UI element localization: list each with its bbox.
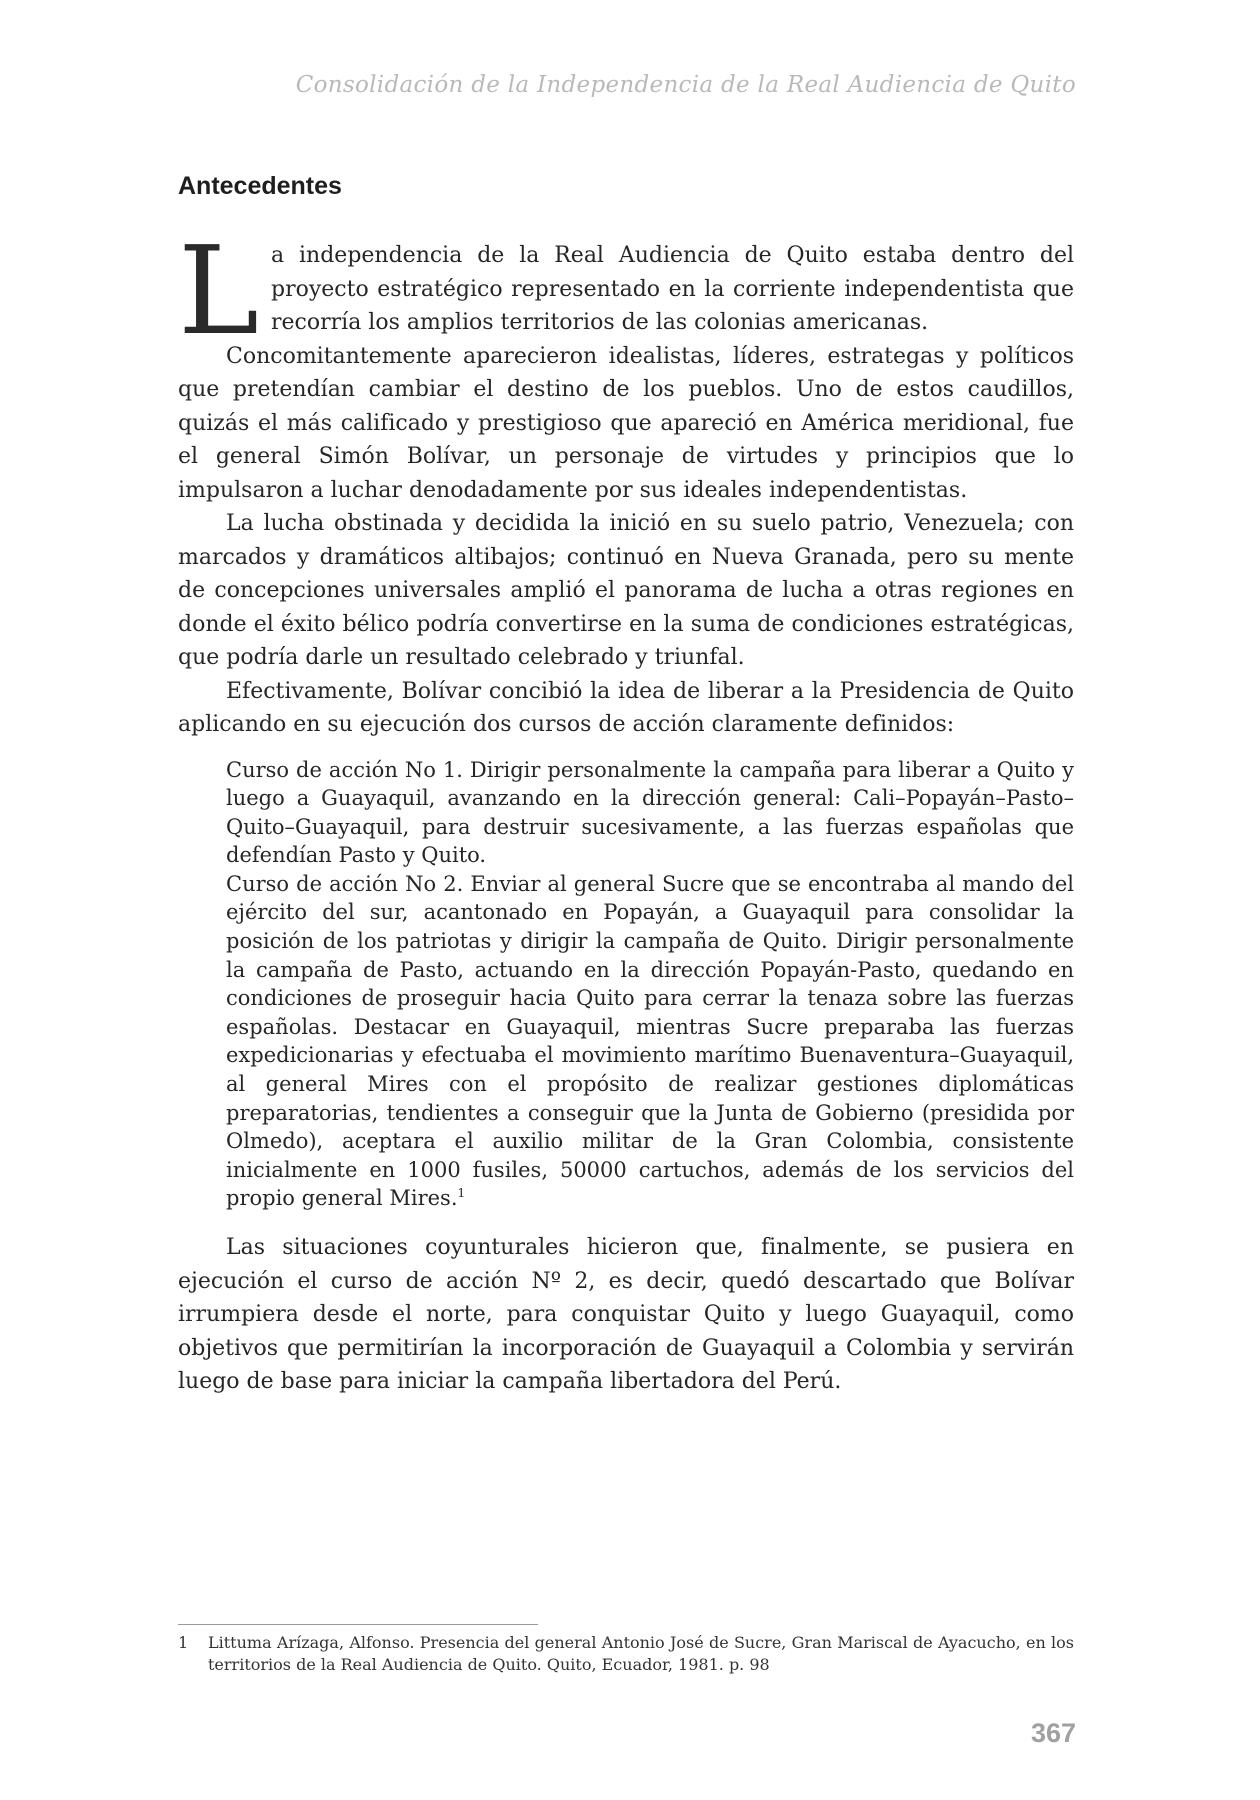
- paragraph-1: [178, 220, 1074, 362]
- running-header: Consolidación de la Independencia de la Real Audiencia de Quito: [295, 72, 1076, 98]
- paragraph-3: La lucha obstinada y decidida la inició en su suelo patrio, Venezuela; con marcados y dramáticos altibajos; continuó en Nueva Granada, pero su mente de concepciones universales amplió el panorama de lucha a otras regiones en donde el éxito bélico podría convertirse en la suma de condiciones estratégicas, que podría darle un resultado celebrado y triunfal.: [178, 511, 1074, 670]
- footnote-reference[interactable]: 1: [457, 1186, 466, 1201]
- footnote: [178, 1632, 1074, 1676]
- footnote-number: 1: [178, 1633, 189, 1652]
- section-title: Antecedentes: [178, 172, 342, 200]
- paragraph-1-text: a independencia de la Real Audiencia de Quito estaba dentro del proyecto estratégico representado en la corriente independentista que recorría los amplios territorios de las colonias americanas.: [271, 243, 1074, 335]
- drop-cap: L: [178, 220, 260, 362]
- paragraph-2: Concomitantemente aparecieron idealistas, líderes, estrategas y políticos que pretendían cambiar el destino de los pueblos. Uno de estos caudillos, quizás el más calificado y prestigioso que apareció en América meridional, fue el general Simón Bolívar, un personaje de virtudes y principios que lo impulsaron a luchar denodadamente por sus ideales independentistas.: [178, 343, 1074, 503]
- course-of-action-2-text: Curso de acción No 2. Enviar al general Sucre que se encontraba al mando del ejército del sur, acantonado en Popayán, a Guayaquil para consolidar la posición de los patriotas y dirigir la campaña de Quito. Dirigir personalmente la campaña de Pasto, actuando en la dirección Popayán-Pasto, quedando en condiciones de proseguir hacia Quito para cerrar la tenaza sobre las fuerzas españolas. Destacar en Guayaquil, mientras Sucre preparaba las fuerzas expedicionarias y efectuaba el movimiento marítimo Buenaventura–Guayaquil, al general Mires con el propósito de realizar gestiones diplomáticas preparatorias, tendientes a conseguir que la Junta de Gobierno (presidida por Olmedo), aceptara el auxilio militar de la Gran Colombia, consistente inicialmente en 1000 fusiles, 50000 cartuchos, además de los servicios del propio general Mires.: [226, 871, 1074, 1211]
- page-number: 367: [1030, 1718, 1076, 1748]
- footnote-divider: [178, 1624, 538, 1625]
- course-of-action-2: [226, 870, 1074, 1213]
- body-text: [178, 220, 1074, 1399]
- paragraph-4: Efectivamente, Bolívar concibió la idea de liberar a la Presidencia de Quito aplicando en su ejecución dos cursos de acción claramente definidos:: [178, 678, 1074, 737]
- paragraph-5: Las situaciones coyunturales hicieron que, finalmente, se pusiera en ejecución el curso de acción Nº 2, es decir, quedó descartado que Bolívar irrumpiera desde el norte, para conquistar Quito y luego Guayaquil, como objetivos que permitirían la incorporación de Guayaquil a Colombia y servirán luego de base para iniciar la campaña libertadora del Perú.: [178, 1235, 1074, 1394]
- footnote-text: Littuma Arízaga, Alfonso. Presencia del general Antonio José de Sucre, Gran Mariscal de Ayacucho, en los territorios de la Real Audiencia de Quito. Quito, Ecuador, 1981. p. 98: [208, 1633, 1074, 1674]
- course-of-action-1: Curso de acción No 1. Dirigir personalmente la campaña para liberar a Quito y luego a Guayaquil, avanzando en la dirección general: Cali–Popayán–Pasto–Quito–Guayaquil, para destruir sucesivamente, a las fuerzas españolas que defendían Pasto y Quito.: [226, 757, 1074, 868]
- block-quote: [226, 756, 1074, 1214]
